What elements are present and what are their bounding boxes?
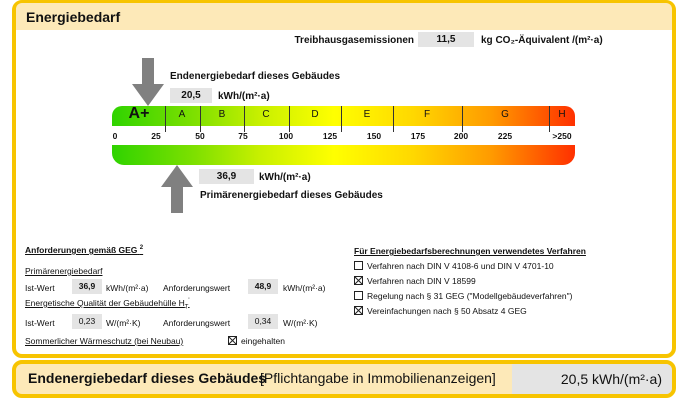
tick-label: >250 — [552, 131, 572, 141]
footer-value: 20,5 kWh/(m²·a) — [560, 371, 662, 387]
end-energy-arrow-icon — [132, 58, 164, 106]
checkbox-checked-icon[interactable] — [354, 306, 363, 315]
unit: kWh/(m²·a) — [106, 283, 149, 293]
tick-label: 100 — [278, 131, 294, 141]
tick-label: 225 — [497, 131, 513, 141]
tick-label: 50 — [195, 131, 205, 141]
method-item[interactable]: Vereinfachungen nach § 50 Absatz 4 GEG — [354, 304, 572, 319]
requirements-heading: Anforderungen gemäß GEG $^2$ — [25, 245, 144, 255]
class-label: A — [178, 109, 186, 120]
methods-heading: Für Energiebedarfsberechnungen verwendetes Verfahren — [354, 246, 586, 256]
tick-label: 150 — [366, 131, 382, 141]
primary-energy-arrow-icon — [161, 165, 193, 213]
tick-label: 175 — [410, 131, 426, 141]
tick-label: 200 — [453, 131, 469, 141]
footer-note: [Pflichtangabe in Immobilienanzeigen] — [260, 370, 496, 386]
primary-energy-label: Primärenergiebedarf dieses Gebäudes — [200, 190, 383, 201]
footer-label: Endenergiebedarf dieses Gebäudes — [28, 370, 267, 386]
primary-anf-value: 48,9 — [248, 279, 278, 294]
methods-list — [354, 259, 572, 319]
class-label: F — [423, 109, 431, 120]
class-label: G — [501, 109, 509, 120]
ist-label: Ist-Wert — [25, 283, 55, 293]
unit: W/(m²·K) — [283, 318, 318, 328]
primary-requirement-label: Primärenergiebedarf — [25, 266, 103, 276]
mandatory-info-bar — [12, 360, 676, 398]
class-label: D — [311, 109, 319, 120]
primary-ist-value: 36,9 — [72, 279, 102, 294]
ist-label: Ist-Wert — [25, 318, 55, 328]
method-item[interactable]: Verfahren nach DIN V 4108-6 und DIN V 4701-10 — [354, 259, 572, 274]
checkbox-checked-icon[interactable] — [228, 336, 237, 345]
method-item[interactable]: Regelung nach § 31 GEG ("Modellgebäudeverfahren") — [354, 289, 572, 304]
end-energy-unit: kWh/(m²·a) — [218, 91, 270, 102]
tick-label: 0 — [112, 131, 118, 141]
class-label: H — [558, 109, 566, 120]
summer-protection-status[interactable]: eingehalten — [228, 336, 285, 346]
summer-protection-label: Sommerlicher Wärmeschutz (bei Neubau) — [25, 336, 184, 346]
tick-label: 75 — [238, 131, 248, 141]
energy-scale-bar — [112, 106, 575, 126]
panel-title: Energiebedarf — [26, 9, 121, 25]
class-label: A+ — [128, 105, 150, 122]
end-energy-label: Endenergiebedarf dieses Gebäudes — [170, 71, 341, 82]
anf-label: Anforderungswert — [163, 283, 231, 293]
unit: kWh/(m²·a) — [283, 283, 326, 293]
envelope-label: Energetische Qualität der Gebäudehülle $H_T'$ — [25, 298, 190, 311]
env-ist-value: 0,23 — [72, 314, 102, 329]
primary-energy-value: 36,9 — [199, 169, 254, 184]
end-energy-value: 20,5 — [170, 88, 212, 103]
checkbox-checked-icon[interactable] — [354, 276, 363, 285]
class-label: C — [262, 109, 270, 120]
checkbox-icon[interactable] — [354, 261, 363, 270]
env-anf-value: 0,34 — [248, 314, 278, 329]
anf-label: Anforderungswert — [163, 318, 231, 328]
emissions-value: 11,5 — [418, 32, 474, 47]
energy-gradient-bar — [112, 145, 575, 165]
method-item[interactable]: Verfahren nach DIN V 18599 — [354, 274, 572, 289]
tick-label: 125 — [322, 131, 338, 141]
unit: W/(m²·K) — [106, 318, 141, 328]
primary-energy-unit: kWh/(m²·a) — [259, 172, 311, 183]
class-label: E — [363, 109, 371, 120]
tick-label: 25 — [151, 131, 161, 141]
emissions-unit: kg CO₂-Äquivalent /(m²·a) — [481, 35, 603, 46]
class-label: B — [218, 109, 226, 120]
checkbox-icon[interactable] — [354, 291, 363, 300]
emissions-label: Treibhausgasemissionen — [294, 35, 414, 46]
